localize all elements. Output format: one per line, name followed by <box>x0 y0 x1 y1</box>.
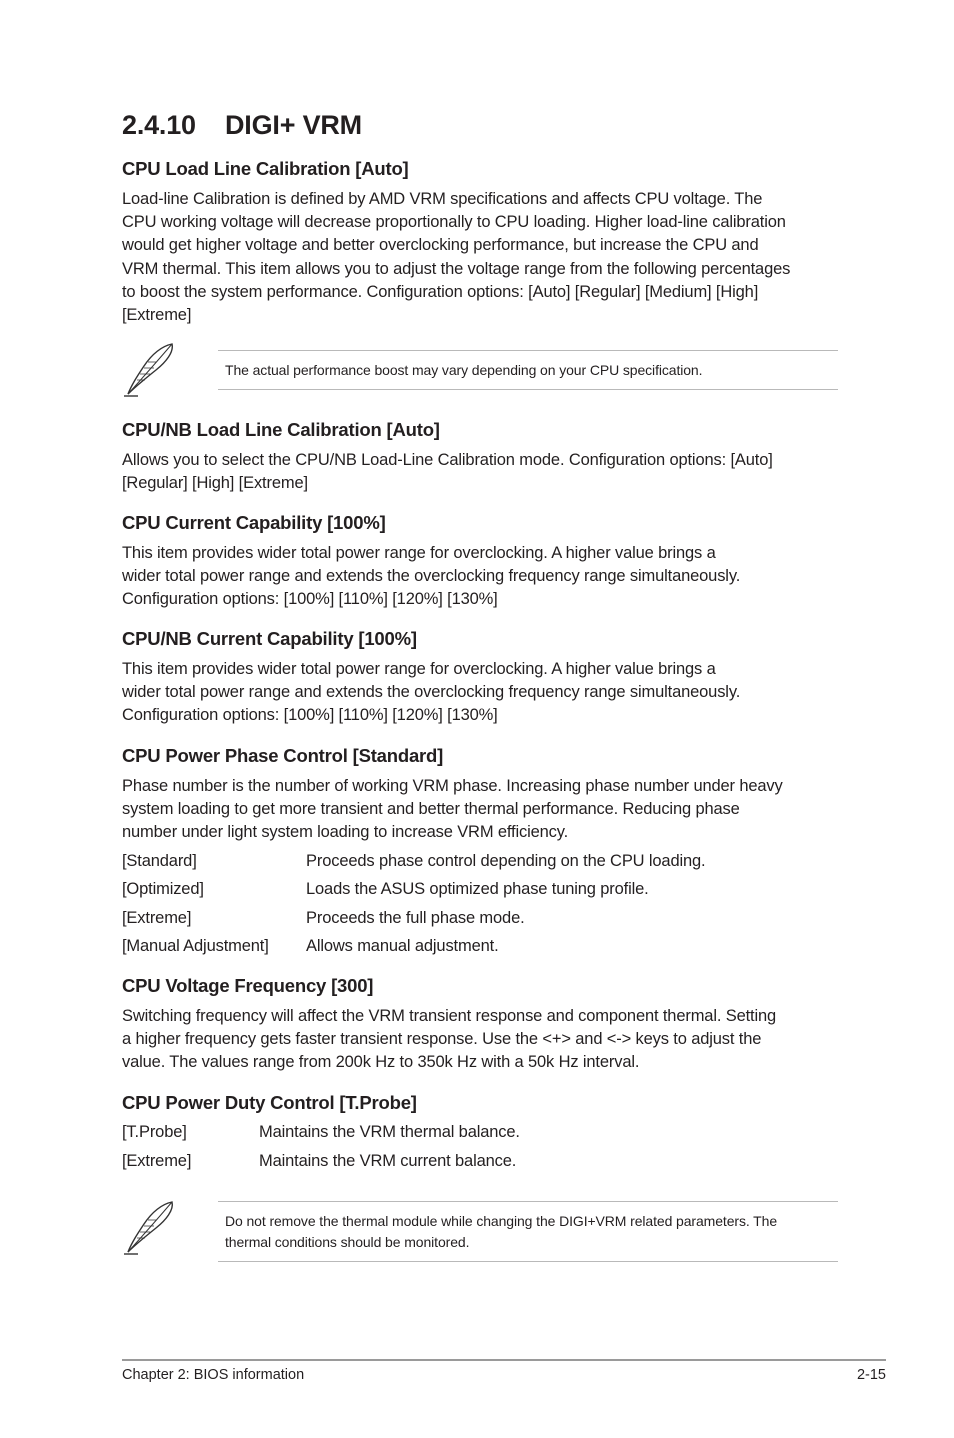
note-pen-icon <box>118 1198 182 1258</box>
section-title: DIGI+ VRM <box>225 110 362 140</box>
item-heading-cpunb-current: CPU/NB Current Capability [100%] <box>122 628 417 649</box>
footer-chapter: Chapter 2: BIOS information <box>122 1367 305 1383</box>
item-description-cpunb-current <box>122 658 852 728</box>
text-line: Switching frequency will affect the VRM transient response and component thermal. Setting <box>122 1007 777 1025</box>
item-heading-voltage-frequency: CPU Voltage Frequency [300] <box>122 975 374 996</box>
note-text <box>225 360 837 381</box>
text-line: value. The values range from 200k Hz to 350k Hz with a 50k Hz interval. <box>122 1053 640 1072</box>
item-heading-cpu-llc: CPU Load Line Calibration [Auto] <box>122 158 409 179</box>
item-description-voltage-frequency <box>122 1005 852 1075</box>
text-line: This item provides wider total power range for overclocking. A higher value brings a <box>122 660 716 678</box>
text-line: Configuration options: [100%] [110%] [120%] [130%] <box>122 706 498 725</box>
option-key: [Manual Adjustment] <box>122 937 269 955</box>
text-line: wider total power range and extends the overclocking frequency range simultaneously. <box>122 567 741 586</box>
text-line: system loading to get more transient and better thermal performance. Reducing phase <box>122 800 740 819</box>
footer-page-number: 2-15 <box>856 1367 886 1383</box>
note-top-rule <box>218 350 838 351</box>
option-key: [Extreme] <box>122 1152 192 1170</box>
text-line: Configuration options: [100%] [110%] [120%] [130%] <box>122 590 498 609</box>
text-line: number under light system loading to increase VRM efficiency. <box>122 823 569 842</box>
option-description: Proceeds phase control depending on the CPU loading. <box>306 852 706 870</box>
note-pen-icon <box>118 340 182 400</box>
option-key: [Extreme] <box>122 909 192 927</box>
option-description: Maintains the VRM thermal balance. <box>259 1123 520 1141</box>
text-line: This item provides wider total power range for overclocking. A higher value brings a <box>122 544 716 562</box>
text-line: Allows you to select the CPU/NB Load-Line Calibration mode. Configuration options: [Auto] <box>122 451 773 469</box>
text-line: Phase number is the number of working VRM phase. Increasing phase number under heavy <box>122 777 783 795</box>
text-line: Do not remove the thermal module while changing the DIGI+VRM related parameters. The <box>225 1213 778 1229</box>
option-key: [T.Probe] <box>122 1123 187 1141</box>
item-description-cpu-current <box>122 542 852 612</box>
text-line: CPU working voltage will decrease proportionally to CPU loading. Higher load-line calibration <box>122 213 786 232</box>
option-key: [Standard] <box>122 852 197 870</box>
text-line: [Regular] [High] [Extreme] <box>122 474 308 493</box>
text-line: a higher frequency gets faster transient response. Use the <+> and <-> keys to adjust the <box>122 1030 762 1049</box>
option-description: Maintains the VRM current balance. <box>259 1152 517 1170</box>
item-heading-power-duty: CPU Power Duty Control [T.Probe] <box>122 1092 417 1113</box>
section-number: 2.4.10 <box>122 110 196 140</box>
option-description: Loads the ASUS optimized phase tuning profile. <box>306 880 649 898</box>
item-heading-cpu-current: CPU Current Capability [100%] <box>122 512 386 533</box>
option-key: [Optimized] <box>122 880 204 898</box>
note-top-rule <box>218 1201 838 1202</box>
item-description-cpunb-llc <box>122 449 852 495</box>
item-description-power-phase <box>122 775 852 845</box>
text-line: thermal conditions should be monitored. <box>225 1234 470 1250</box>
option-description: Allows manual adjustment. <box>306 937 499 955</box>
text-line: Load-line Calibration is defined by AMD VRM specifications and affects CPU voltage. The <box>122 190 763 208</box>
note-text <box>225 1211 837 1253</box>
note-bottom-rule <box>218 389 838 390</box>
text-line: wider total power range and extends the overclocking frequency range simultaneously. <box>122 683 741 702</box>
text-line: would get higher voltage and better overclocking performance, but increase the CPU and <box>122 236 759 255</box>
note-bottom-rule <box>218 1261 838 1262</box>
text-line: The actual performance boost may vary depending on your CPU specification. <box>225 362 703 378</box>
item-heading-cpunb-llc: CPU/NB Load Line Calibration [Auto] <box>122 419 440 440</box>
text-line: to boost the system performance. Configuration options: [Auto] [Regular] [Medium] [High] <box>122 282 759 301</box>
item-description-cpu-llc <box>122 188 852 327</box>
footer-rule <box>122 1359 886 1361</box>
option-description: Proceeds the full phase mode. <box>306 909 525 927</box>
item-heading-power-phase: CPU Power Phase Control [Standard] <box>122 745 444 766</box>
text-line: [Extreme] <box>122 306 192 325</box>
section-heading <box>122 110 362 141</box>
text-line: VRM thermal. This item allows you to adjust the voltage range from the following percentages <box>122 259 791 278</box>
